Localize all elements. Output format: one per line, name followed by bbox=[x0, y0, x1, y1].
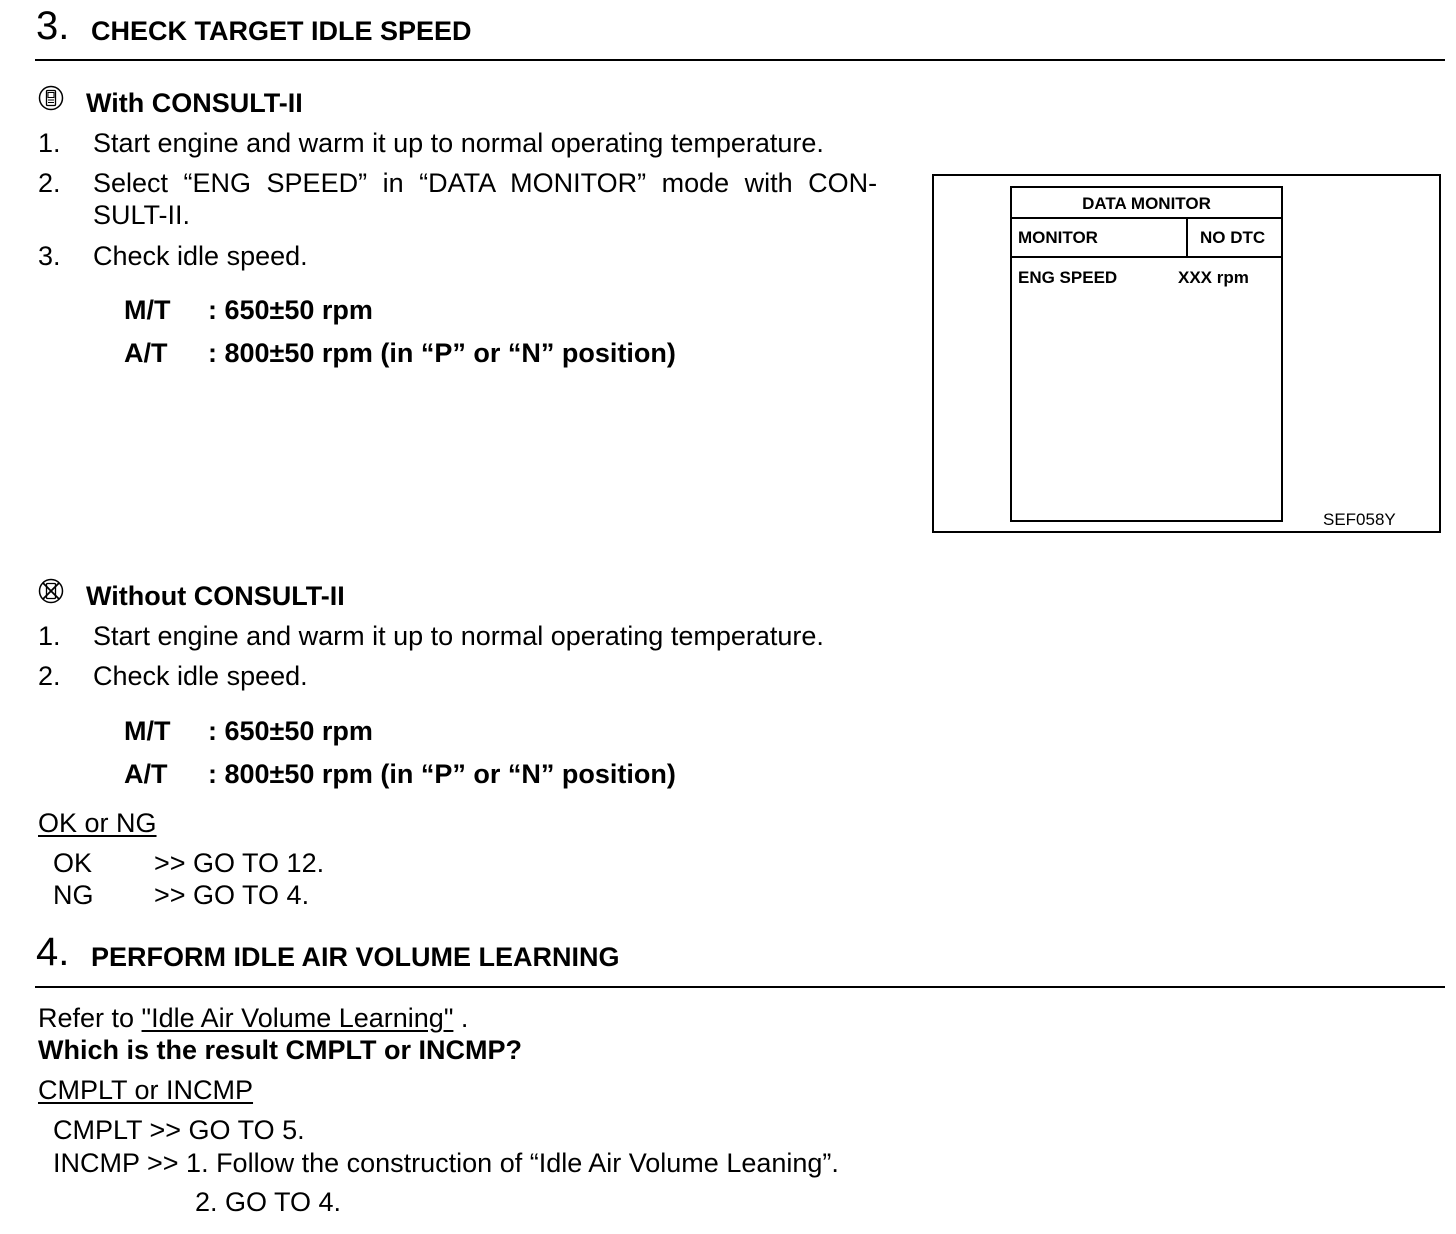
with-item-2-num: 2. bbox=[38, 168, 61, 198]
with-spec-at-value: : 800±50 rpm (in “P” or “N” position) bbox=[208, 338, 676, 368]
with-item-1-num: 1. bbox=[38, 128, 61, 158]
screen-title: DATA MONITOR bbox=[1082, 194, 1211, 213]
param-name: ENG SPEED bbox=[1018, 268, 1118, 287]
with-item-1-text: Start engine and warm it up to normal operating temperature. bbox=[93, 128, 824, 158]
refer-prefix: Refer to bbox=[38, 1003, 142, 1033]
result-incmp: INCMP >> 1. Follow the construction of “Idle Air Volume Leaning”. bbox=[53, 1148, 839, 1178]
no-consult-icon bbox=[38, 578, 64, 604]
refer-line bbox=[38, 1003, 468, 1033]
without-item-2-num: 2. bbox=[38, 661, 61, 691]
result-ok-key: OK bbox=[53, 848, 93, 878]
data-monitor-screen bbox=[1010, 186, 1283, 522]
with-item-2-text-cont: SULT-II. bbox=[93, 200, 191, 230]
dtc-label: NO DTC bbox=[1200, 228, 1266, 247]
ok-ng-heading: OK or NG bbox=[38, 808, 157, 838]
without-item-1-text: Start engine and warm it up to normal operating temperature. bbox=[93, 621, 824, 651]
without-spec-at-label: A/T bbox=[124, 759, 168, 789]
without-spec-mt-value: : 650±50 rpm bbox=[208, 716, 373, 746]
figure-code: SEF058Y bbox=[1323, 510, 1396, 529]
with-item-2-text: Select “ENG SPEED” in “DATA MONITOR” mode with CON- bbox=[93, 168, 878, 198]
result-ng-key: NG bbox=[53, 880, 94, 910]
step-3-title: CHECK TARGET IDLE SPEED bbox=[91, 16, 472, 46]
without-consult-heading: Without CONSULT-II bbox=[86, 581, 345, 611]
monitor-label: MONITOR bbox=[1018, 228, 1098, 247]
without-spec-at-value: : 800±50 rpm (in “P” or “N” position) bbox=[208, 759, 676, 789]
refer-suffix: . bbox=[453, 1003, 469, 1033]
without-spec-mt-label: M/T bbox=[124, 716, 171, 746]
without-item-1-num: 1. bbox=[38, 621, 61, 651]
step-4-divider bbox=[35, 986, 1445, 988]
with-item-3-num: 3. bbox=[38, 241, 61, 271]
step-4-title: PERFORM IDLE AIR VOLUME LEARNING bbox=[91, 942, 620, 972]
with-spec-at-label: A/T bbox=[124, 338, 168, 368]
result-ok-action: >> GO TO 12. bbox=[154, 848, 325, 878]
param-value: XXX rpm bbox=[1178, 268, 1249, 287]
step-3-divider bbox=[35, 59, 1445, 61]
data-monitor-figure bbox=[932, 174, 1441, 533]
screen-title-divider bbox=[1012, 217, 1281, 219]
with-spec-mt-value: : 650±50 rpm bbox=[208, 295, 373, 325]
step-3-number: 3. bbox=[36, 4, 70, 48]
idle-air-volume-learning-link[interactable]: "Idle Air Volume Learning" bbox=[141, 1003, 454, 1033]
with-consult-heading: With CONSULT-II bbox=[86, 88, 303, 118]
result-question: Which is the result CMPLT or INCMP? bbox=[38, 1035, 523, 1065]
monitor-row-divider bbox=[1012, 256, 1281, 258]
result-cmplt: CMPLT >> GO TO 5. bbox=[53, 1115, 305, 1145]
with-spec-mt-label: M/T bbox=[124, 295, 171, 325]
consult-tester-icon bbox=[38, 85, 64, 111]
cmplt-incmp-heading: CMPLT or INCMP bbox=[38, 1075, 254, 1105]
without-item-2-text: Check idle speed. bbox=[93, 661, 308, 691]
monitor-column-divider bbox=[1186, 217, 1188, 257]
result-ng-action: >> GO TO 4. bbox=[154, 880, 310, 910]
with-item-3-text: Check idle speed. bbox=[93, 241, 308, 271]
step-4-number: 4. bbox=[36, 930, 70, 974]
result-incmp-step2: 2. GO TO 4. bbox=[195, 1187, 342, 1217]
